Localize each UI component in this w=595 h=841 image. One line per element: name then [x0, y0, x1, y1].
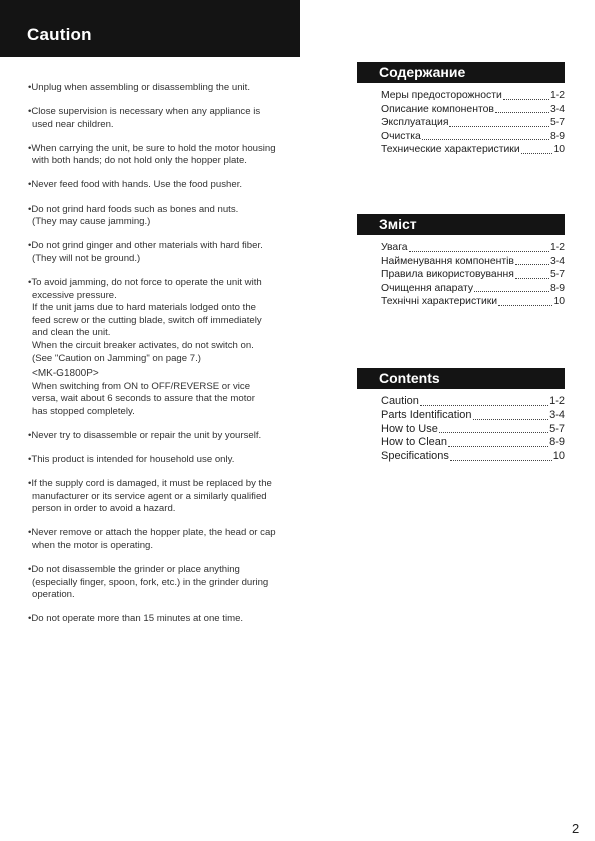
caution-item-line: (They may cause jamming.)	[32, 216, 151, 228]
caution-item-line: •Never feed food with hands. Use the food pusher.	[28, 179, 243, 191]
toc-entry-label: Очистка	[381, 130, 421, 142]
toc-entry-pages: 8-9	[549, 436, 565, 449]
caution-item	[28, 204, 290, 229]
toc-entry-label: Увага	[381, 242, 408, 253]
caution-item-line: •Never try to disassemble or repair the unit by yourself.	[28, 429, 262, 441]
caution-item-line: •Never remove or attach the hopper plate, the head or cap	[28, 527, 276, 539]
toc-entry-pages: 3-4	[549, 255, 565, 267]
toc-dot-leader	[515, 278, 549, 279]
toc-entry-pages: 10	[553, 144, 565, 156]
toc-entry	[381, 450, 565, 464]
toc-entry	[381, 409, 565, 423]
toc-entry-pages: 10	[552, 450, 565, 463]
caution-item-line: •To avoid jamming, do not force to operate the unit with	[28, 276, 262, 288]
caution-item-line: If the unit jams due to hard materials lodged onto the	[32, 302, 256, 314]
caution-item-line: when the motor is operating.	[32, 540, 154, 552]
caution-item-line: •Do not operate more than 15 minutes at one time.	[28, 613, 244, 625]
caution-item	[28, 179, 290, 192]
toc-entry	[381, 143, 565, 157]
caution-item-line: •Do not disassemble the grinder or place anything	[28, 564, 240, 576]
toc-entry-label: How to Use	[381, 422, 438, 435]
toc-entry-pages: 3-4	[549, 408, 565, 421]
page-number: 2	[572, 821, 580, 836]
toc-english-list	[357, 395, 565, 464]
toc-dot-leader	[449, 126, 549, 127]
toc-entry-pages: 3-4	[549, 103, 565, 115]
toc-dot-leader	[450, 460, 552, 461]
model-label: <MK-G1800P>	[32, 368, 99, 380]
toc-entry	[381, 255, 565, 269]
toc-entry	[381, 116, 565, 130]
caution-item	[28, 564, 290, 602]
toc-entry-pages: 5-7	[549, 117, 565, 129]
toc-entry-pages: 1-2	[549, 242, 565, 253]
toc-dot-leader	[448, 446, 548, 447]
caution-item	[28, 430, 290, 443]
caution-item-line: versa, wait about 6 seconds to assure that the motor	[32, 393, 255, 405]
toc-russian	[357, 62, 565, 157]
toc-entry-label: Технічні характеристики	[381, 296, 498, 308]
caution-item	[28, 240, 290, 265]
toc-entry	[381, 103, 565, 117]
toc-entry-pages: 1-2	[549, 395, 565, 407]
caution-item-line: •Close supervision is necessary when any appliance is	[28, 106, 261, 118]
toc-dot-leader	[503, 99, 549, 100]
toc-entry-pages: 5-7	[549, 269, 565, 281]
toc-ukrainian-title: Зміст	[357, 214, 565, 235]
toc-ukrainian	[357, 214, 565, 309]
caution-item-line: with both hands; do not hold only the hopper plate.	[32, 155, 247, 167]
caution-item-line: operation.	[32, 589, 75, 601]
toc-dot-leader	[521, 153, 553, 154]
caution-item-line: feed screw or the cutting blade, switch off immediately	[32, 314, 262, 326]
caution-item	[28, 277, 290, 419]
caution-header-bar	[0, 0, 300, 57]
toc-russian-title: Содержание	[357, 62, 565, 83]
caution-item-line: used near children.	[32, 118, 114, 130]
toc-entry-label: Найменування компонентів	[381, 255, 514, 267]
toc-entry	[381, 295, 565, 309]
toc-entry	[381, 89, 565, 103]
caution-item	[28, 143, 290, 168]
toc-entry-pages: 10	[553, 296, 565, 308]
caution-item-line: person in order to avoid a hazard.	[32, 503, 176, 515]
toc-dot-leader	[422, 139, 549, 140]
toc-dot-leader	[473, 419, 549, 420]
caution-item-line: has stopped completely.	[32, 405, 135, 417]
toc-entry	[381, 241, 565, 255]
caution-item	[28, 454, 290, 467]
caution-list	[28, 82, 290, 638]
caution-item-line: •If the supply cord is damaged, it must be replaced by the	[28, 478, 272, 490]
toc-dot-leader	[439, 432, 548, 433]
toc-entry-label: Описание компонентов	[381, 103, 494, 115]
caution-item-line: (See "Caution on Jamming" on page 7.)	[32, 352, 201, 364]
caution-item-line: •This product is intended for household use only.	[28, 454, 235, 466]
toc-entry-label: Specifications	[381, 450, 449, 463]
toc-russian-list	[357, 89, 565, 157]
toc-entry-pages: 8-9	[549, 130, 565, 142]
toc-entry	[381, 282, 565, 296]
toc-dot-leader	[474, 291, 549, 292]
toc-entry-label: How to Clean	[381, 436, 448, 449]
caution-item	[28, 613, 290, 626]
toc-entry	[381, 423, 565, 437]
caution-item-line: When the circuit breaker activates, do not switch on.	[32, 339, 254, 351]
toc-entry-label: Parts Identification	[381, 408, 472, 421]
toc-entry-label: Эксплуатация	[381, 117, 449, 129]
toc-english	[357, 368, 565, 464]
toc-dot-leader	[498, 305, 552, 306]
caution-item-line: excessive pressure.	[32, 289, 117, 301]
caution-item-line: •When carrying the unit, be sure to hold the motor housing	[28, 142, 276, 154]
toc-entry-pages: 8-9	[549, 282, 565, 294]
toc-entry-pages: 5-7	[549, 422, 565, 435]
toc-dot-leader	[495, 112, 549, 113]
caution-item-line: •Do not grind ginger and other materials with hard fiber.	[28, 240, 263, 252]
toc-entry-pages: 1-2	[549, 90, 565, 101]
caution-item-line: (They will not be ground.)	[32, 252, 141, 264]
toc-entry-label: Очищення апарату	[381, 282, 474, 294]
toc-dot-leader	[409, 251, 549, 252]
caution-item-line: •Unplug when assembling or disassembling the unit.	[28, 82, 251, 93]
toc-dot-leader	[515, 264, 549, 265]
toc-english-title: Contents	[357, 368, 565, 389]
caution-item-line: When switching from ON to OFF/REVERSE or vice	[32, 380, 251, 392]
toc-dot-leader	[420, 405, 548, 406]
toc-entry-label: Технические характеристики	[381, 144, 520, 156]
caution-item	[28, 82, 290, 95]
toc-entry	[381, 130, 565, 144]
toc-entry-label: Меры предосторожности	[381, 90, 502, 101]
page-title: Caution	[27, 25, 92, 44]
toc-entry	[381, 395, 565, 409]
caution-item-line: (especially finger, spoon, fork, etc.) in the grinder during	[32, 576, 269, 588]
caution-item-line: and clean the unit.	[32, 327, 111, 339]
caution-item	[28, 527, 290, 552]
toc-entry-label: Правила використовування	[381, 269, 514, 281]
toc-entry-label: Caution	[381, 395, 419, 407]
caution-item-line: •Do not grind hard foods such as bones and nuts.	[28, 203, 239, 215]
caution-item-line: manufacturer or its service agent or a similarly qualified	[32, 490, 267, 502]
toc-entry	[381, 268, 565, 282]
toc-entry	[381, 436, 565, 450]
caution-item	[28, 106, 290, 131]
caution-item	[28, 478, 290, 516]
toc-ukrainian-list	[357, 241, 565, 309]
